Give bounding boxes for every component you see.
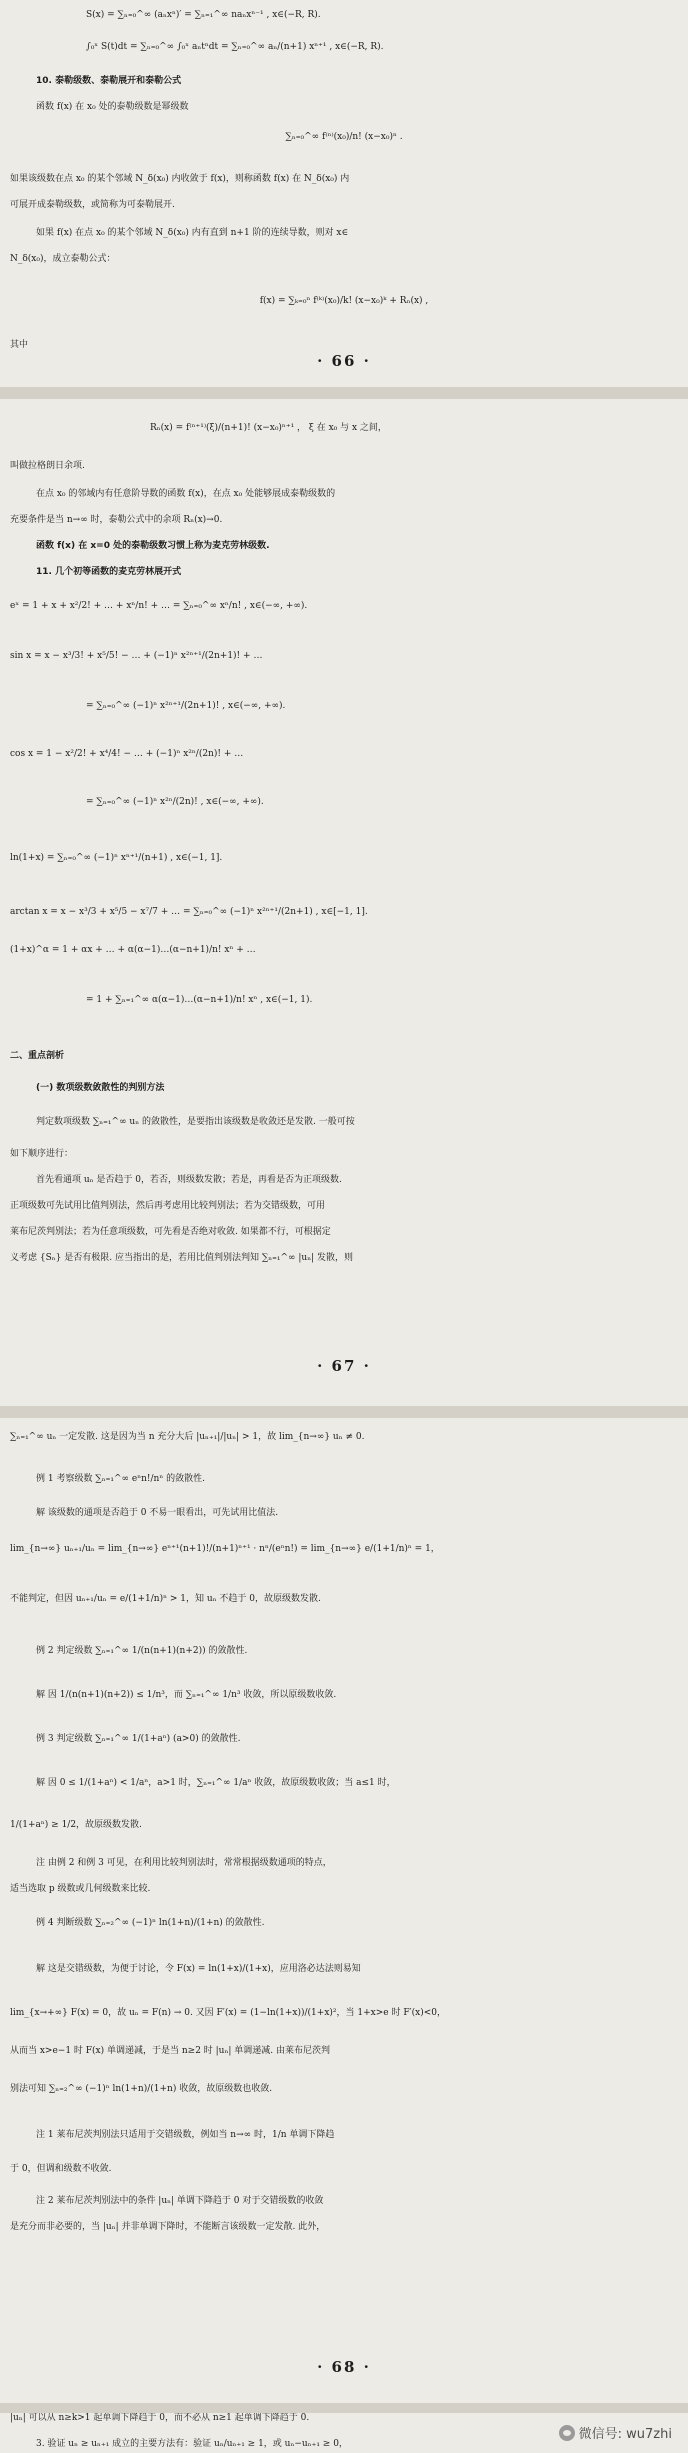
text-line: S(x) = ∑ₙ₌₀^∞ (aₙxⁿ)′ = ∑ₙ₌₁^∞ naₙxⁿ⁻¹ , x∈(−R, R). (86, 10, 321, 20)
text-line: 函数 f(x) 在 x=0 处的泰勒级数习惯上称为麦克劳林级数. (36, 541, 270, 551)
text-line: 从而当 x>e−1 时 F(x) 单调递减，于是当 n≥2 时 |uₙ| 单调递减. 由莱布尼茨判 (10, 2046, 330, 2056)
text-line: arctan x = x − x³/3 + x⁵/5 − x⁷/7 + … = ∑ₙ₌₀^∞ (−1)ⁿ x²ⁿ⁺¹/(2n+1) , x∈[−1, 1]. (10, 907, 368, 917)
page-number: · 68 · (317, 2358, 371, 2376)
text-line: 于 0，但调和级数不收敛. (10, 2164, 112, 2174)
text-line: = ∑ₙ₌₀^∞ (−1)ⁿ x²ⁿ/(2n)! , x∈(−∞, +∞). (86, 797, 264, 807)
text-line: = 1 + ∑ₙ₌₁^∞ α(α−1)…(α−n+1)/n! xⁿ , x∈(−1, 1). (86, 995, 313, 1005)
text-line: 例 3 判定级数 ∑ₙ₌₁^∞ 1/(1+aⁿ) (a>0) 的敛散性. (36, 1734, 241, 1744)
text-line: ∑ₙ₌₀^∞ f⁽ⁿ⁾(x₀)/n! (x−x₀)ⁿ . (285, 132, 403, 142)
text-line: 莱布尼茨判别法；若为任意项级数，可先看是否绝对收敛. 如果都不行，可根据定 (10, 1227, 331, 1237)
text-line: 其中 (10, 340, 29, 350)
text-line: N_δ(x₀)，成立泰勒公式： (10, 254, 116, 264)
text-line: (1+x)^α = 1 + αx + … + α(α−1)…(α−n+1)/n! xⁿ + … (10, 945, 256, 955)
text-line: ∑ₙ₌₁^∞ uₙ 一定发散. 这是因为当 n 充分大后 |uₙ₊₁|/|uₙ| > 1，故 lim_{n→∞} uₙ ≠ 0. (10, 1432, 365, 1442)
text-line: 判定数项级数 ∑ₙ₌₁^∞ uₙ 的敛散性，是要指出该级数是收敛还是发散. 一般可按 (36, 1117, 355, 1127)
page-number: · 66 · (317, 352, 371, 370)
text-line: 注 1 莱布尼茨判别法只适用于交错级数，例如当 n→∞ 时，1/n 单调下降趋 (36, 2130, 335, 2140)
text-line: 正项级数可先试用比值判别法，然后再考虑用比较判别法；若为交错级数，可用 (10, 1201, 326, 1211)
text-line: |uₙ| 可以从 n≥k>1 起单调下降趋于 0，而不必从 n≥1 起单调下降趋于 0. (10, 2413, 310, 2423)
text-line: 10. 泰勒级数、泰勒展开和泰勒公式 (36, 76, 182, 86)
text-line: 注 由例 2 和例 3 可见，在利用比较判别法时，常常根据级数通项的特点， (36, 1858, 332, 1868)
text-line: 不能判定，但因 uₙ₊₁/uₙ = e/(1+1/n)ⁿ > 1，知 uₙ 不趋于 0，故原级数发散. (10, 1594, 321, 1604)
text-line: lim_{x→+∞} F(x) = 0，故 uₙ = F(n) → 0. 又因 F′(x) = (1−ln(1+x))/(1+x)²，当 1+x>e 时 F′(x)<0， (10, 2008, 446, 2018)
page-67 (0, 399, 688, 1406)
text-line: 解 因 1/(n(n+1)(n+2)) ≤ 1/n³，而 ∑ₙ₌₁^∞ 1/n³ 收敛，所以原级数收敛. (36, 1690, 337, 1700)
text-line: lim_{n→∞} uₙ₊₁/uₙ = lim_{n→∞} eⁿ⁺¹(n+1)!/(n+1)ⁿ⁺¹ · nⁿ/(eⁿn!) = lim_{n→∞} e/(1+1/n)ⁿ = 1， (10, 1544, 440, 1554)
text-line: 解 因 0 ≤ 1/(1+aⁿ) < 1/aⁿ，a>1 时，∑ₙ₌₁^∞ 1/aⁿ 收敛，故原级数收敛；当 a≤1 时， (36, 1778, 396, 1788)
watermark-text: 微信号: wu7zhi (578, 2427, 672, 2442)
page-66 (0, 0, 688, 387)
text-line: Rₙ(x) = f⁽ⁿ⁺¹⁾(ξ)/(n+1)! (x−x₀)ⁿ⁺¹ ， ξ 在 x₀ 与 x 之间， (150, 423, 387, 433)
text-line: 二、重点剖析 (10, 1051, 65, 1061)
text-line: 函数 f(x) 在 x₀ 处的泰勒级数是幂级数 (36, 102, 189, 112)
text-line: 例 4 判断级数 ∑ₙ₌₂^∞ (−1)ⁿ ln(1+n)/(1+n) 的敛散性. (36, 1918, 265, 1928)
text-line: 在点 x₀ 的邻域内有任意阶导数的函数 f(x)，在点 x₀ 处能够展成泰勒级数的 (36, 489, 336, 499)
text-line: 例 2 判定级数 ∑ₙ₌₁^∞ 1/(n(n+1)(n+2)) 的敛散性. (36, 1646, 248, 1656)
text-line: 适当选取 p 级数或几何级数来比较. (10, 1884, 151, 1894)
text-line: 叫做拉格朗日余项. (10, 461, 85, 471)
text-line: 如下顺序进行： (10, 1149, 74, 1159)
text-line: 如果 f(x) 在点 x₀ 的某个邻域 N_δ(x₀) 内有直到 n+1 阶的连续导数，则对 x∈ (36, 228, 349, 238)
text-line: (一) 数项级数敛散性的判别方法 (36, 1083, 165, 1093)
text-line: 别法可知 ∑ₙ₌₂^∞ (−1)ⁿ ln(1+n)/(1+n) 收敛，故原级数也收敛. (10, 2084, 273, 2094)
text-line: 1/(1+aⁿ) ≥ 1/2，故原级数发散. (10, 1820, 142, 1830)
text-line: 注 2 莱布尼茨判别法中的条件 |uₙ| 单调下降趋于 0 对于交错级数的收敛 (36, 2196, 324, 2206)
text-line: f(x) = ∑ₖ₌₀ⁿ f⁽ᵏ⁾(x₀)/k! (x−x₀)ᵏ + Rₙ(x) , (259, 296, 429, 306)
text-line: 解 该级数的通项是否趋于 0 不易一眼看出，可先试用比值法. (36, 1508, 279, 1518)
text-line: = ∑ₙ₌₀^∞ (−1)ⁿ x²ⁿ⁺¹/(2n+1)! , x∈(−∞, +∞). (86, 701, 286, 711)
page-69-fragment (0, 2413, 688, 2453)
page-number: · 67 · (317, 1357, 371, 1375)
text-line: ln(1+x) = ∑ₙ₌₀^∞ (−1)ⁿ xⁿ⁺¹/(n+1) , x∈(−1, 1]. (10, 853, 223, 863)
text-line: 可展开成泰勒级数，或简称为可泰勒展开. (10, 200, 175, 210)
text-line: 充要条件是当 n→∞ 时，泰勒公式中的余项 Rₙ(x)→0. (10, 515, 223, 525)
text-line: 义考虑 {Sₙ} 是否有极限. 应当指出的是，若用比值判别法判知 ∑ₙ₌₁^∞ |uₙ| 发散，则 (10, 1253, 354, 1263)
text-line: cos x = 1 − x²/2! + x⁴/4! − … + (−1)ⁿ x²ⁿ/(2n)! + … (10, 749, 244, 759)
text-line: 解 这是交错级数，为便于讨论，令 F(x) = ln(1+x)/(1+x)，应用洛必达法则易知 (36, 1964, 361, 1974)
text-line: 首先看通项 uₙ 是否趋于 0，若否，则级数发散；若是，再看是否为正项级数. (36, 1175, 342, 1185)
text-line: sin x = x − x³/3! + x⁵/5! − … + (−1)ⁿ x²ⁿ⁺¹/(2n+1)! + … (10, 651, 263, 661)
text-line: 如果该级数在点 x₀ 的某个邻域 N_δ(x₀) 内收敛于 f(x)，则称函数 f(x) 在 N_δ(x₀) 内 (10, 174, 350, 184)
text-line: 11. 几个初等函数的麦克劳林展开式 (36, 567, 182, 577)
text-line: 是充分而非必要的，当 |uₙ| 并非单调下降时，不能断言该级数一定发散. 此外， (10, 2222, 326, 2232)
text-line: 例 1 考察级数 ∑ₙ₌₁^∞ eⁿn!/nⁿ 的敛散性. (36, 1474, 205, 1484)
wechat-icon (559, 2425, 575, 2441)
text-line: 3. 验证 uₙ ≥ uₙ₊₁ 成立的主要方法有：验证 uₙ/uₙ₊₁ ≥ 1，或 uₙ−uₙ₊₁ ≥ 0， (36, 2439, 348, 2449)
watermark (559, 2423, 672, 2442)
text-line: eˣ = 1 + x + x²/2! + … + xⁿ/n! + … = ∑ₙ₌₀^∞ xⁿ/n! , x∈(−∞, +∞). (10, 601, 308, 611)
text-line: ∫₀ˣ S(t)dt = ∑ₙ₌₀^∞ ∫₀ˣ aₙtⁿdt = ∑ₙ₌₀^∞ aₙ/(n+1) xⁿ⁺¹ , x∈(−R, R). (86, 42, 384, 52)
page-68 (0, 1418, 688, 2403)
